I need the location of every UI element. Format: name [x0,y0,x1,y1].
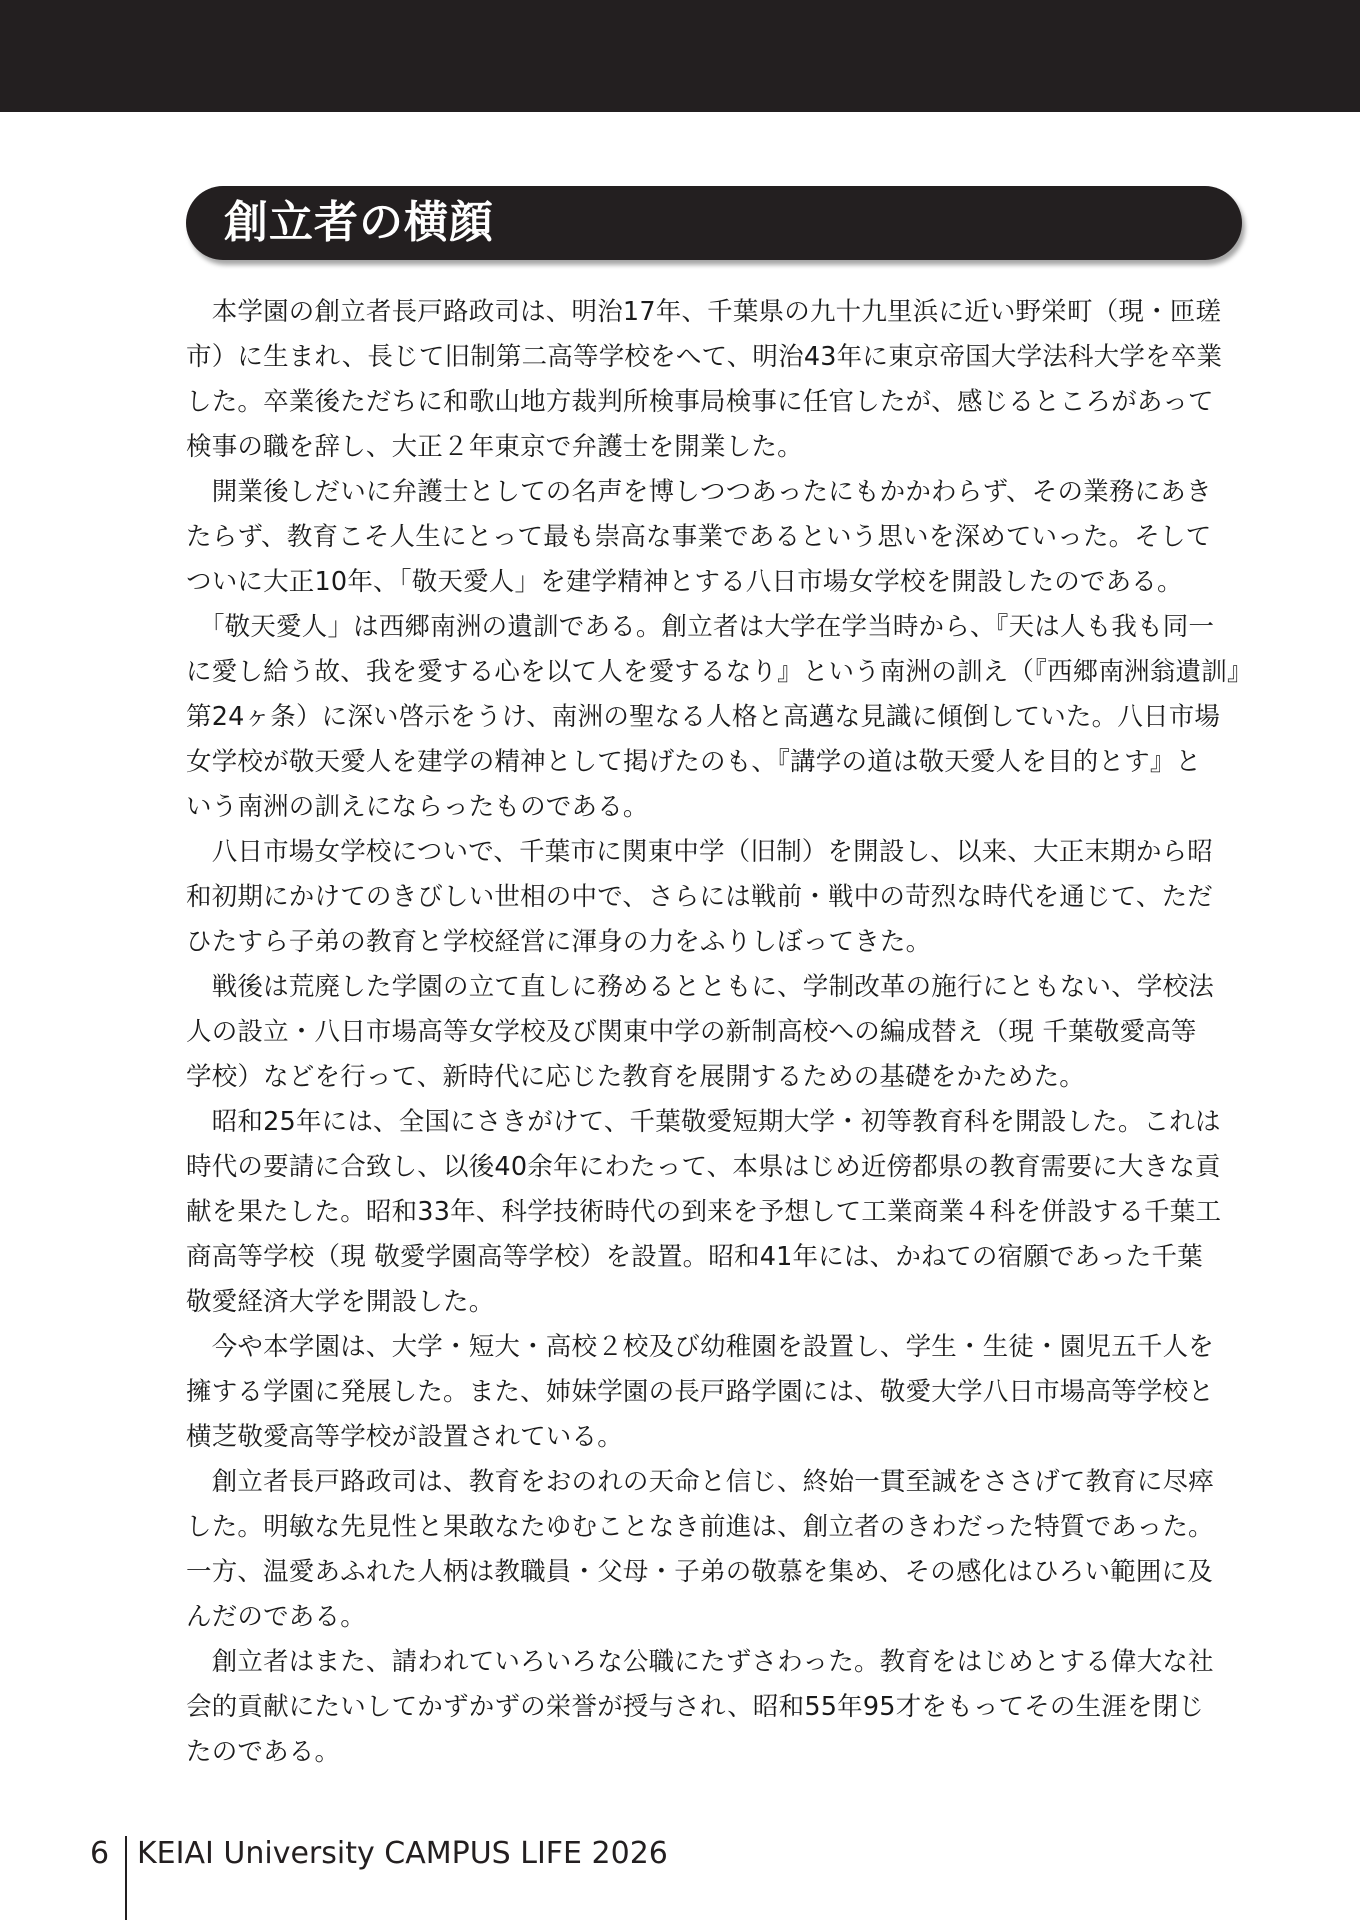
body-line: 和初期にかけてのきびしい世相の中で、さらには戦前・戦中の苛烈な時代を通じて、ただ [186,882,1213,912]
section-title: 創立者の横顔 [224,197,494,248]
body-line: 第24ヶ条）に深い啓示をうけ、南洲の聖なる人格と高邁な見識に傾倒していた。八日市場 [186,702,1221,732]
body-line: 会的貢献にたいしてかずかずの栄誉が授与され、昭和55年95才をもってその生涯を閉じ [186,1692,1205,1722]
body-line: 敬愛経済大学を開設した。 [186,1287,495,1317]
body-line: 人の設立・八日市場高等女学校及び関東中学の新制高校への編成替え（現 千葉敬愛高等 [186,1017,1197,1047]
body-line: 今や本学園は、大学・短大・高校２校及び幼稚園を設置し、学生・生徒・園児五千人を [186,1332,1215,1362]
body-line: 検事の職を辞し、大正２年東京で弁護士を開業した。 [186,432,803,462]
body-line: 擁する学園に発展した。また、姉妹学園の長戸路学園には、敬愛大学八日市場高等学校と [186,1377,1215,1407]
body-line: に愛し給う故、我を愛する心を以て人を愛するなり』という南洲の訓え（『西郷南洲翁遺訓』 [186,657,1253,687]
body-line: 創立者長戸路政司は、教育をおのれの天命と信じ、終始一貫至誠をささげて教育に尽瘁 [186,1467,1215,1497]
body-line: 市）に生まれ、長じて旧制第二高等学校をへて、明治43年に東京帝国大学法科大学を卒業 [186,342,1223,372]
body-line: 戦後は荒廃した学園の立て直しに務めるとともに、学制改革の施行にともない、学校法 [186,972,1215,1002]
footer-divider [125,1836,127,1920]
body-line: ひたすら子弟の教育と学校経営に渾身の力をふりしぼってきた。 [186,927,932,957]
body-line: たらず、教育こそ人生にとって最も崇高な事業であるという思いを深めていった。そして [186,522,1212,552]
body-line: たのである。 [186,1737,341,1767]
publication-title: KEIAI University CAMPUS LIFE 2026 [137,1836,668,1871]
body-line: 一方、温愛あふれた人柄は教職員・父母・子弟の敬慕を集め、その感化はひろい範囲に及 [186,1557,1213,1587]
body-line: 開業後しだいに弁護士としての名声を博しつつあったにもかかわらず、その業務にあき [186,477,1212,507]
body-line: 商高等学校（現 敬愛学園高等学校）を設置。昭和41年には、かねての宿願であった千葉 [186,1242,1203,1272]
body-line: 八日市場女学校についで、千葉市に関東中学（旧制）を開設し、以来、大正末期から昭 [186,837,1213,867]
body-line: 創立者はまた、請われていろいろな公職にたずさわった。教育をはじめとする偉大な社 [186,1647,1214,1677]
body-line: 女学校が敬天愛人を建学の精神として掲げたのも、『講学の道は敬天愛人を目的とす』と [186,747,1202,777]
body-line: 昭和25年には、全国にさきがけて、千葉敬愛短期大学・初等教育科を開設した。これは [186,1107,1221,1137]
body-line: 「敬天愛人」は西郷南洲の遺訓である。創立者は大学在学当時から、『天は人も我も同一 [186,612,1215,642]
body-line: 学校）などを行って、新時代に応じた教育を展開するための基礎をかためた。 [186,1062,1085,1092]
body-line: いう南洲の訓えにならったものである。 [186,792,649,822]
body-line: した。明敏な先見性と果敢なたゆむことなき前進は、創立者のきわだった特質であった。 [186,1512,1214,1542]
page-footer [0,1830,1360,1920]
body-line: 時代の要請に合致し、以後40余年にわたって、本県はじめ近傍都県の教育需要に大きな貢 [186,1152,1221,1182]
body-line: 献を果たした。昭和33年、科学技術時代の到来を予想して工業商業４科を併設する千葉工 [186,1197,1222,1227]
body-line: 本学園の創立者長戸路政司は、明治17年、千葉県の九十九里浜に近い野栄町（現・匝瑳 [186,297,1222,327]
body-line: ついに大正10年、「敬天愛人」を建学精神とする八日市場女学校を開設したのである。 [186,567,1183,597]
page-number: 6 [90,1836,110,1871]
top-header-band [0,0,1360,112]
body-line: した。卒業後ただちに和歌山地方裁判所検事局検事に任官したが、感じるところがあって [186,387,1214,417]
body-line: んだのである。 [186,1602,366,1632]
section-title-bar [186,186,1242,260]
article-body [186,290,1253,1775]
body-line: 横芝敬愛高等学校が設置されている。 [186,1422,623,1452]
